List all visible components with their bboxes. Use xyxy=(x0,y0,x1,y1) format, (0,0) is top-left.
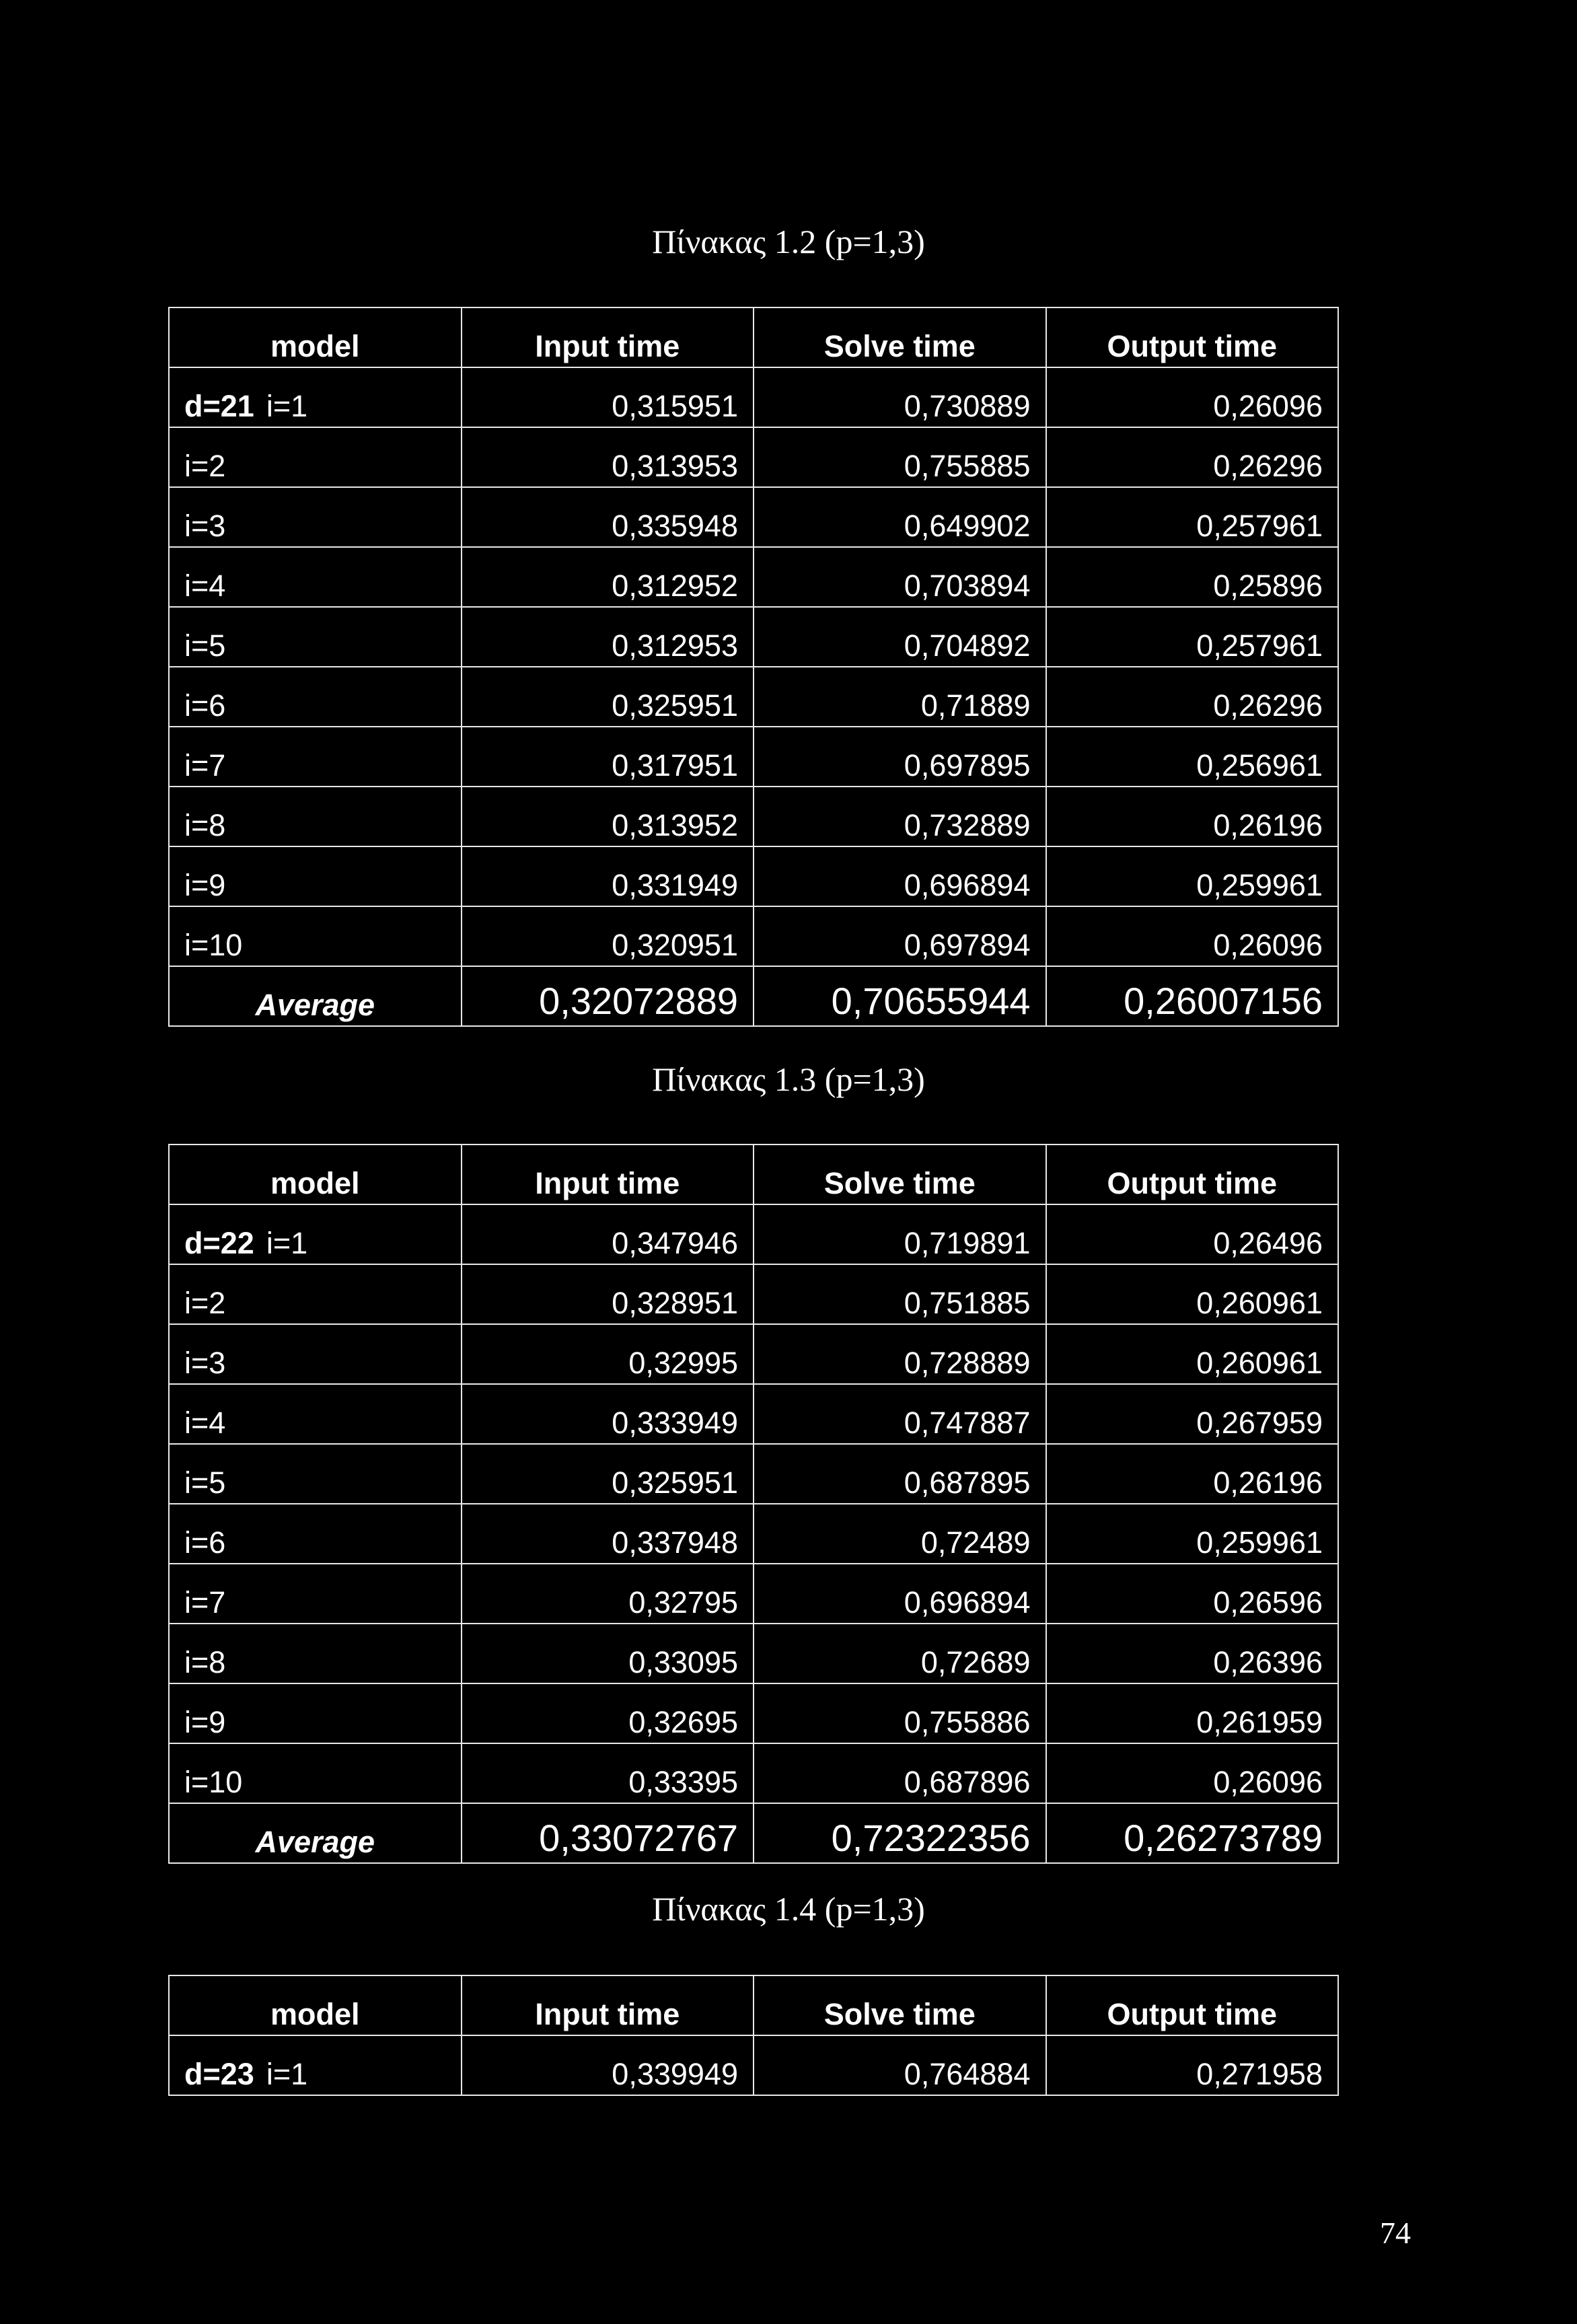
solve-time-cell: 0,751885 xyxy=(754,1264,1046,1324)
average-input-time: 0,33072767 xyxy=(462,1803,754,1863)
table-row xyxy=(169,846,1338,906)
solve-time-cell: 0,697895 xyxy=(754,727,1046,787)
timing-table xyxy=(168,1975,1339,2096)
table-row xyxy=(169,1683,1338,1743)
header-row xyxy=(169,1145,1338,1204)
output-time-cell: 0,257961 xyxy=(1046,607,1339,667)
i-label: i=1 xyxy=(266,2057,308,2091)
table-row xyxy=(169,1564,1338,1624)
output-time-cell: 0,259961 xyxy=(1046,1504,1339,1564)
table-row xyxy=(169,1384,1338,1444)
input-time-cell: 0,347946 xyxy=(462,1204,754,1264)
model-cell: i=7 xyxy=(169,727,462,787)
d-label: d=21 xyxy=(184,389,254,423)
model-cell: i=8 xyxy=(169,787,462,846)
model-cell: i=5 xyxy=(169,607,462,667)
timing-table xyxy=(168,1144,1339,1864)
table-row xyxy=(169,367,1338,427)
model-cell: i=10 xyxy=(169,1743,462,1803)
average-label: Average xyxy=(169,966,462,1026)
model-cell: i=2 xyxy=(169,1264,462,1324)
output-time-cell: 0,256961 xyxy=(1046,727,1339,787)
column-header-model: model xyxy=(169,1145,462,1204)
column-header-model: model xyxy=(169,307,462,367)
table-row xyxy=(169,727,1338,787)
input-time-cell: 0,313953 xyxy=(462,427,754,487)
table-row xyxy=(169,1743,1338,1803)
table-row xyxy=(169,906,1338,966)
input-time-cell: 0,313952 xyxy=(462,787,754,846)
solve-time-cell: 0,764884 xyxy=(754,2035,1046,2095)
input-time-cell: 0,32795 xyxy=(462,1564,754,1624)
average-output-time: 0,26273789 xyxy=(1046,1803,1339,1863)
column-header-input-time: Input time xyxy=(462,1975,754,2035)
solve-time-cell: 0,728889 xyxy=(754,1324,1046,1384)
table-row xyxy=(169,427,1338,487)
average-row xyxy=(169,1803,1338,1863)
model-cell: i=5 xyxy=(169,1444,462,1504)
output-time-cell: 0,26196 xyxy=(1046,1444,1339,1504)
column-header-output-time: Output time xyxy=(1046,1145,1339,1204)
column-header-solve-time: Solve time xyxy=(754,307,1046,367)
timing-table xyxy=(168,307,1339,1027)
input-time-cell: 0,32995 xyxy=(462,1324,754,1384)
input-time-cell: 0,331949 xyxy=(462,846,754,906)
model-cell: i=9 xyxy=(169,1683,462,1743)
table-row xyxy=(169,1324,1338,1384)
input-time-cell: 0,317951 xyxy=(462,727,754,787)
output-time-cell: 0,26496 xyxy=(1046,1204,1339,1264)
input-time-cell: 0,320951 xyxy=(462,906,754,966)
output-time-cell: 0,260961 xyxy=(1046,1264,1339,1324)
table-row xyxy=(169,487,1338,547)
output-time-cell: 0,271958 xyxy=(1046,2035,1339,2095)
solve-time-cell: 0,704892 xyxy=(754,607,1046,667)
solve-time-cell: 0,696894 xyxy=(754,1564,1046,1624)
header-row xyxy=(169,1975,1338,2035)
model-cell: i=4 xyxy=(169,1384,462,1444)
model-cell xyxy=(169,367,462,427)
output-time-cell: 0,260961 xyxy=(1046,1324,1339,1384)
average-solve-time: 0,70655944 xyxy=(754,966,1046,1026)
table-row xyxy=(169,607,1338,667)
solve-time-cell: 0,72689 xyxy=(754,1624,1046,1683)
table-row xyxy=(169,547,1338,607)
column-header-input-time: Input time xyxy=(462,307,754,367)
table-caption: Πίνακας 1.4 (p=1,3) xyxy=(652,1890,925,1928)
output-time-cell: 0,26096 xyxy=(1046,1743,1339,1803)
input-time-cell: 0,335948 xyxy=(462,487,754,547)
input-time-cell: 0,337948 xyxy=(462,1504,754,1564)
model-cell: i=7 xyxy=(169,1564,462,1624)
column-header-input-time: Input time xyxy=(462,1145,754,1204)
solve-time-cell: 0,732889 xyxy=(754,787,1046,846)
table-row xyxy=(169,1444,1338,1504)
table-row xyxy=(169,1204,1338,1264)
average-output-time: 0,26007156 xyxy=(1046,966,1339,1026)
output-time-cell: 0,26096 xyxy=(1046,906,1339,966)
column-header-solve-time: Solve time xyxy=(754,1975,1046,2035)
model-cell xyxy=(169,2035,462,2095)
table-caption: Πίνακας 1.3 (p=1,3) xyxy=(652,1060,925,1098)
solve-time-cell: 0,747887 xyxy=(754,1384,1046,1444)
d-label: d=23 xyxy=(184,2057,254,2091)
model-cell: i=4 xyxy=(169,547,462,607)
average-solve-time: 0,72322356 xyxy=(754,1803,1046,1863)
output-time-cell: 0,257961 xyxy=(1046,487,1339,547)
column-header-solve-time: Solve time xyxy=(754,1145,1046,1204)
output-time-cell: 0,26296 xyxy=(1046,427,1339,487)
table-row xyxy=(169,787,1338,846)
solve-time-cell: 0,687895 xyxy=(754,1444,1046,1504)
output-time-cell: 0,25896 xyxy=(1046,547,1339,607)
column-header-output-time: Output time xyxy=(1046,1975,1339,2035)
solve-time-cell: 0,730889 xyxy=(754,367,1046,427)
model-cell: i=6 xyxy=(169,1504,462,1564)
solve-time-cell: 0,649902 xyxy=(754,487,1046,547)
model-cell: i=3 xyxy=(169,1324,462,1384)
i-label: i=1 xyxy=(266,1226,308,1260)
model-cell: i=2 xyxy=(169,427,462,487)
output-time-cell: 0,26196 xyxy=(1046,787,1339,846)
input-time-cell: 0,312953 xyxy=(462,607,754,667)
input-time-cell: 0,325951 xyxy=(462,1444,754,1504)
average-label: Average xyxy=(169,1803,462,1863)
output-time-cell: 0,26596 xyxy=(1046,1564,1339,1624)
input-time-cell: 0,33395 xyxy=(462,1743,754,1803)
model-cell: i=10 xyxy=(169,906,462,966)
input-time-cell: 0,339949 xyxy=(462,2035,754,2095)
output-time-cell: 0,259961 xyxy=(1046,846,1339,906)
table-row xyxy=(169,667,1338,727)
solve-time-cell: 0,755885 xyxy=(754,427,1046,487)
solve-time-cell: 0,697894 xyxy=(754,906,1046,966)
column-header-output-time: Output time xyxy=(1046,307,1339,367)
input-time-cell: 0,33095 xyxy=(462,1624,754,1683)
average-input-time: 0,32072889 xyxy=(462,966,754,1026)
table-row xyxy=(169,1624,1338,1683)
input-time-cell: 0,333949 xyxy=(462,1384,754,1444)
solve-time-cell: 0,719891 xyxy=(754,1204,1046,1264)
solve-time-cell: 0,687896 xyxy=(754,1743,1046,1803)
output-time-cell: 0,267959 xyxy=(1046,1384,1339,1444)
column-header-model: model xyxy=(169,1975,462,2035)
input-time-cell: 0,328951 xyxy=(462,1264,754,1324)
table-row xyxy=(169,2035,1338,2095)
input-time-cell: 0,32695 xyxy=(462,1683,754,1743)
model-cell: i=6 xyxy=(169,667,462,727)
table-row xyxy=(169,1504,1338,1564)
solve-time-cell: 0,696894 xyxy=(754,846,1046,906)
input-time-cell: 0,325951 xyxy=(462,667,754,727)
input-time-cell: 0,312952 xyxy=(462,547,754,607)
average-row xyxy=(169,966,1338,1026)
table-caption: Πίνακας 1.2 (p=1,3) xyxy=(652,223,925,260)
page-number: 74 xyxy=(1380,2216,1411,2250)
model-cell: i=9 xyxy=(169,846,462,906)
i-label: i=1 xyxy=(266,389,308,423)
output-time-cell: 0,26296 xyxy=(1046,667,1339,727)
model-cell: i=8 xyxy=(169,1624,462,1683)
output-time-cell: 0,261959 xyxy=(1046,1683,1339,1743)
output-time-cell: 0,26396 xyxy=(1046,1624,1339,1683)
output-time-cell: 0,26096 xyxy=(1046,367,1339,427)
table-row xyxy=(169,1264,1338,1324)
model-cell: i=3 xyxy=(169,487,462,547)
model-cell xyxy=(169,1204,462,1264)
solve-time-cell: 0,71889 xyxy=(754,667,1046,727)
d-label: d=22 xyxy=(184,1226,254,1260)
input-time-cell: 0,315951 xyxy=(462,367,754,427)
solve-time-cell: 0,703894 xyxy=(754,547,1046,607)
solve-time-cell: 0,755886 xyxy=(754,1683,1046,1743)
solve-time-cell: 0,72489 xyxy=(754,1504,1046,1564)
header-row xyxy=(169,307,1338,367)
